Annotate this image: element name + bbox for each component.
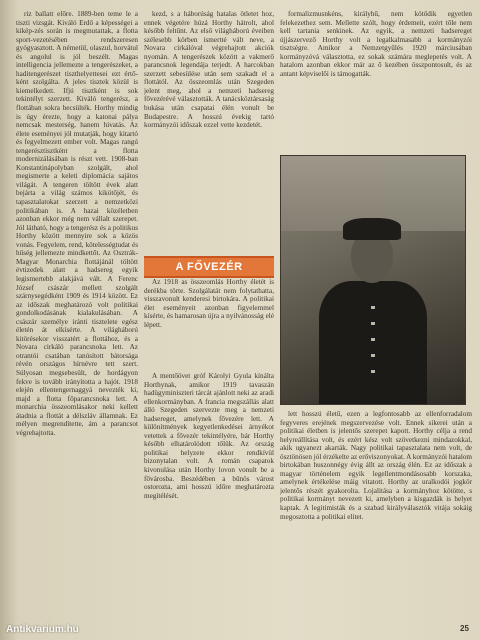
page-number: 25 <box>460 624 469 633</box>
column-3-top-text: formalizmusnkéns, királyhű, nem kötődik egyetlen felekezethez sem. Mellette szólt, hogy érdemeit, ezért tőle nem kell tartania senkinek. Az egyik, a nemzeti hadsereget újjászervező Horthy volt a legalkalmasabb a kormányzói tisztségre. Amikor a Nemzetgyűlés 1920 márciusában kormányzóvá választotta, ez sokak számára meglepetés volt. A hatalom azonban ekkor már az ő kezében összpontosult, és az antant képviselői is támogatták. <box>280 10 472 78</box>
text-column-3-top <box>280 10 472 160</box>
text-column-1 <box>16 10 138 630</box>
text-column-2-bottom <box>144 372 274 640</box>
column-2-middle-text: Az 1918 as összeomlás Horthy életét is derékba törte. Szolgálatát nem folytathatta, visszavonult kenderesi birtokára. A politikai élet eseményeit azonban figyelemmel kísérte, és hamarosan újra a nyilvánosság elé lépett. <box>144 278 274 329</box>
watermark: Antikvarium.hu <box>6 624 79 635</box>
column-2-bottom-text: A mentőövet gróf Károlyi Gyula kínálta Horthynak, amikor 1919 tavaszán hadügyminiszteri tárcát ajánlott neki az aradi ellenkormányban. A francia megszállás alatt álló Szegeden szervezte meg a nemzeti hadsereget, amelynek fővezére lett. A különítmények kegyetlenkedései árnyékot vetettek a fővezér tekintélyére, bár Horthy később elhatárolódott tőlük. Az ország politikai helyzete ekkor rendkívül bizonytalan volt. A román csapatok kivonulása után Horthy lovon vonult be a fővárosba. Beszédében a bűnös várost ostorozta, ami hosszú időre meghatározta megítélését. <box>144 372 274 500</box>
text-column-3-bottom <box>280 410 472 620</box>
text-column-2-top <box>144 10 274 262</box>
portrait-photo <box>280 155 466 405</box>
section-heading: A FŐVEZÉR <box>144 256 274 278</box>
column-3-bottom-text: lett hosszú életű, ezen a legfontosabb az ellenforradalom fegyveres erejének megszervezése volt. Ennek sikerei után a politikai életben is jelentős szerepet kapott. Horthy célja a rend helyreállítása volt, és ezért kész volt szövetkezni mindazokkal, akik ugyanezt akarták. Nagy politikai tapasztalata nem volt, de ösztönösen jól érzékelte az erőviszonyokat. A kormányzói hatalom birtokában huszonnégy évig állt az ország élén. Ez az időszak a magyar történelem egyik legellentmondásosabb korszaka, amelynek értékelése máig vitatott. Horthy az uralkodói jogkör jelentős részét gyakorolta. Lojalitása a kormányhoz kötötte, s politikai kormányt nevezett ki, amelyben a kisgazdák is helyet kaptak. A legitimisták és a szabad királyválasztók vitája sokáig megosztotta a politikai elitet. <box>280 410 472 521</box>
text-column-2-middle <box>144 278 274 370</box>
column-2-top-text: kezd, s a háborúság hatalas ötletet hoz, ennek végetére húzá Horthy hátrolt, ahol később feltűnt. Az első világháború éveiben szélesebb körben ismertté vált neve, a Novara cirkálóval végrehajtott akciók nyomán. A tengerészek között a vakmerő parancsnok legendája terjedt. A harcokban szerzett sebesülése után sem szakadt el a flottától. Az összeomlás után Szegeden jelent meg, ahol a nemzeti hadsereg fővezérévé választották. A tanácsköztársaság bukása után csapatai élén vonult be Budapestre. A hosszú évekig tartó kormányzói időszak ezzel vette kezdetét. <box>144 10 274 130</box>
column-1-text: riz ballatt előre. 1889-ben teme le a tiszti vizsgát. Kiváló Erdő a képességei a kikép-zés során is megmutattak, a flotta sport-vezetésében rendszeresen gyógyasztott. A németül, olaszul, horvátul és angolul is jól beszélt. Magas intelligencia jellemezte a tengerészeket, a haditengerészet tiszthelyettesei ezt értő-ként szolgálta. A jeles tisztek közül is kiemelkedett. Ifjú tisztként is sok tekintélyt szerzett. Kiváló tengerész, a flottában sokra becsülték. Horthy mindig is úgy érezte, hogy a katonai pálya nemcsak mesterség, hanem hivatás. Az élete eseményei jól mutatják, hogy kitartó és fegyelmezett ember volt. Magas rangú tengerésztisztként a flotta modernizálásában is részt vett. 1908-ban Konstantinápolyban szolgált, ahol megismerte a keleti diplomácia sajátos világát. A tengeren töltött évek alatt bejárta a világ számos kikötőjét, és tapasztalatokat szerzett a nemzetközi politikában is. A hazai közéletben azonban ekkor még nem vállalt szerepet. Jól látható, hogy a tengerész és a politikus Horthy között mennyire sok a közös vonás. Fegyelem, rend, kötelességtudat és hűség jellemezte mindkettőt. Az Osztrák-Magyar Monarchia flottájánál töltött évtizedek alatt a hadsereg egyik legismertebb alakjává vált. A Ferenc József császár mellett szolgált szárnysegédként 1909 és 1914 között. Ez az időszak meghatározó volt politikai gondolkodásának kialakulásában. A császár személye iránti tisztelete egész életén át elkísérte. A világháború kitörésekor visszatért a flottához, és a Novara cirkáló parancsnoka lett. Az otrantói csatában tanúsított bátorsága révén országos hírnévre tett szert. Súlyosan megsebesült, de hordágyon fekve is tovább irányította a hajót. 1918 elején ellentengernaggyá nevezték ki, majd a flotta főparancsnoka lett. A monarchia összeomlásakor neki kellett átadnia a flottát a délszláv államnak. Ez mélyen megrendítette, ám a parancsot végrehajtotta. <box>16 10 138 437</box>
